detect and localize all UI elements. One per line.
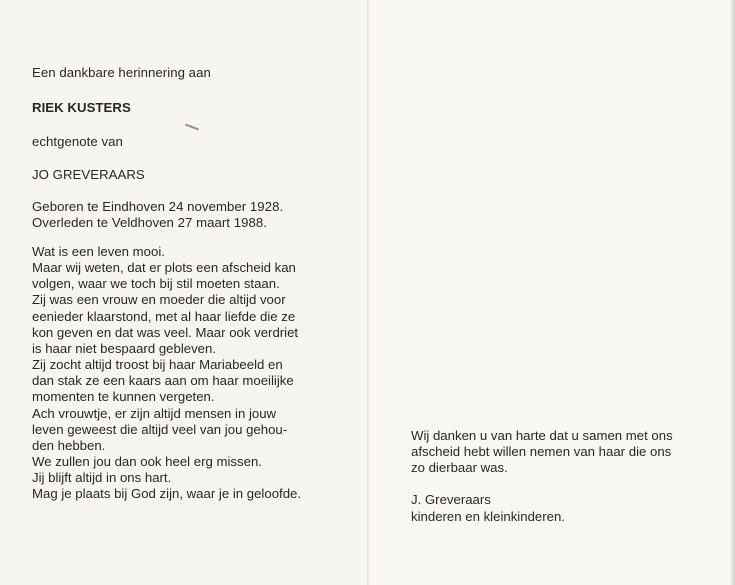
signature-block [411, 492, 565, 525]
fold-line [367, 0, 369, 585]
spouse-name: JO GREVERAARS [32, 167, 145, 182]
verse-line: Jij blijft altijd in ons hart. [32, 470, 172, 486]
verse-block [32, 244, 352, 503]
verse-line: leven geweest die altijd veel van jou gehou- [32, 421, 288, 437]
intro-text: Een dankbare herinnering aan [32, 65, 211, 80]
verse-line: Maar wij weten, dat er plots een afscheid kan [32, 260, 296, 276]
thanks-line: zo dierbaar was. [411, 460, 508, 475]
thanks-line: afscheid hebt willen nemen van haar die ons [411, 444, 672, 459]
verse-line: Zij was een vrouw en moeder die altijd voor [32, 292, 286, 308]
verse-line: momenten te kunnen vergeten. [32, 389, 215, 405]
verse-line: kon geven en dat was veel. Maar ook verdriet [32, 324, 299, 340]
spouse-label: echtgenote van [32, 134, 123, 149]
verse-line: We zullen jou dan ook heel erg missen. [32, 454, 262, 470]
birth-line: Geboren te Eindhoven 24 november 1928. [32, 199, 284, 214]
verse-line: is haar niet bespaard gebleven. [32, 340, 217, 356]
verse-line: eenieder klaarstond, met al haar liefde die ze [32, 308, 296, 324]
verse-line: dan stak ze een kaars aan om haar moeilijke [32, 373, 294, 389]
thanks-block [411, 428, 711, 476]
deceased-name: RIEK KUSTERS [32, 100, 131, 115]
card-edge [731, 0, 735, 585]
verse-line: Zij zocht altijd troost bij haar Mariabeeld en [32, 357, 283, 373]
death-line: Overleden te Veldhoven 27 maart 1988. [32, 215, 267, 230]
signature-family: kinderen en kleinkinderen. [411, 508, 565, 524]
verse-line: Wat is een leven mooi. [32, 244, 165, 259]
signature-name: J. Greveraars [411, 492, 491, 507]
verse-line: den hebben. [32, 437, 106, 453]
verse-line: volgen, waar we toch bij stil moeten staan. [32, 276, 280, 292]
verse-line: Ach vrouwtje, er zijn altijd mensen in jouw [32, 405, 277, 421]
thanks-line: Wij danken u van harte dat u samen met ons [411, 428, 673, 443]
verse-line: Mag je plaats bij God zijn, waar je in geloofde. [32, 486, 302, 502]
